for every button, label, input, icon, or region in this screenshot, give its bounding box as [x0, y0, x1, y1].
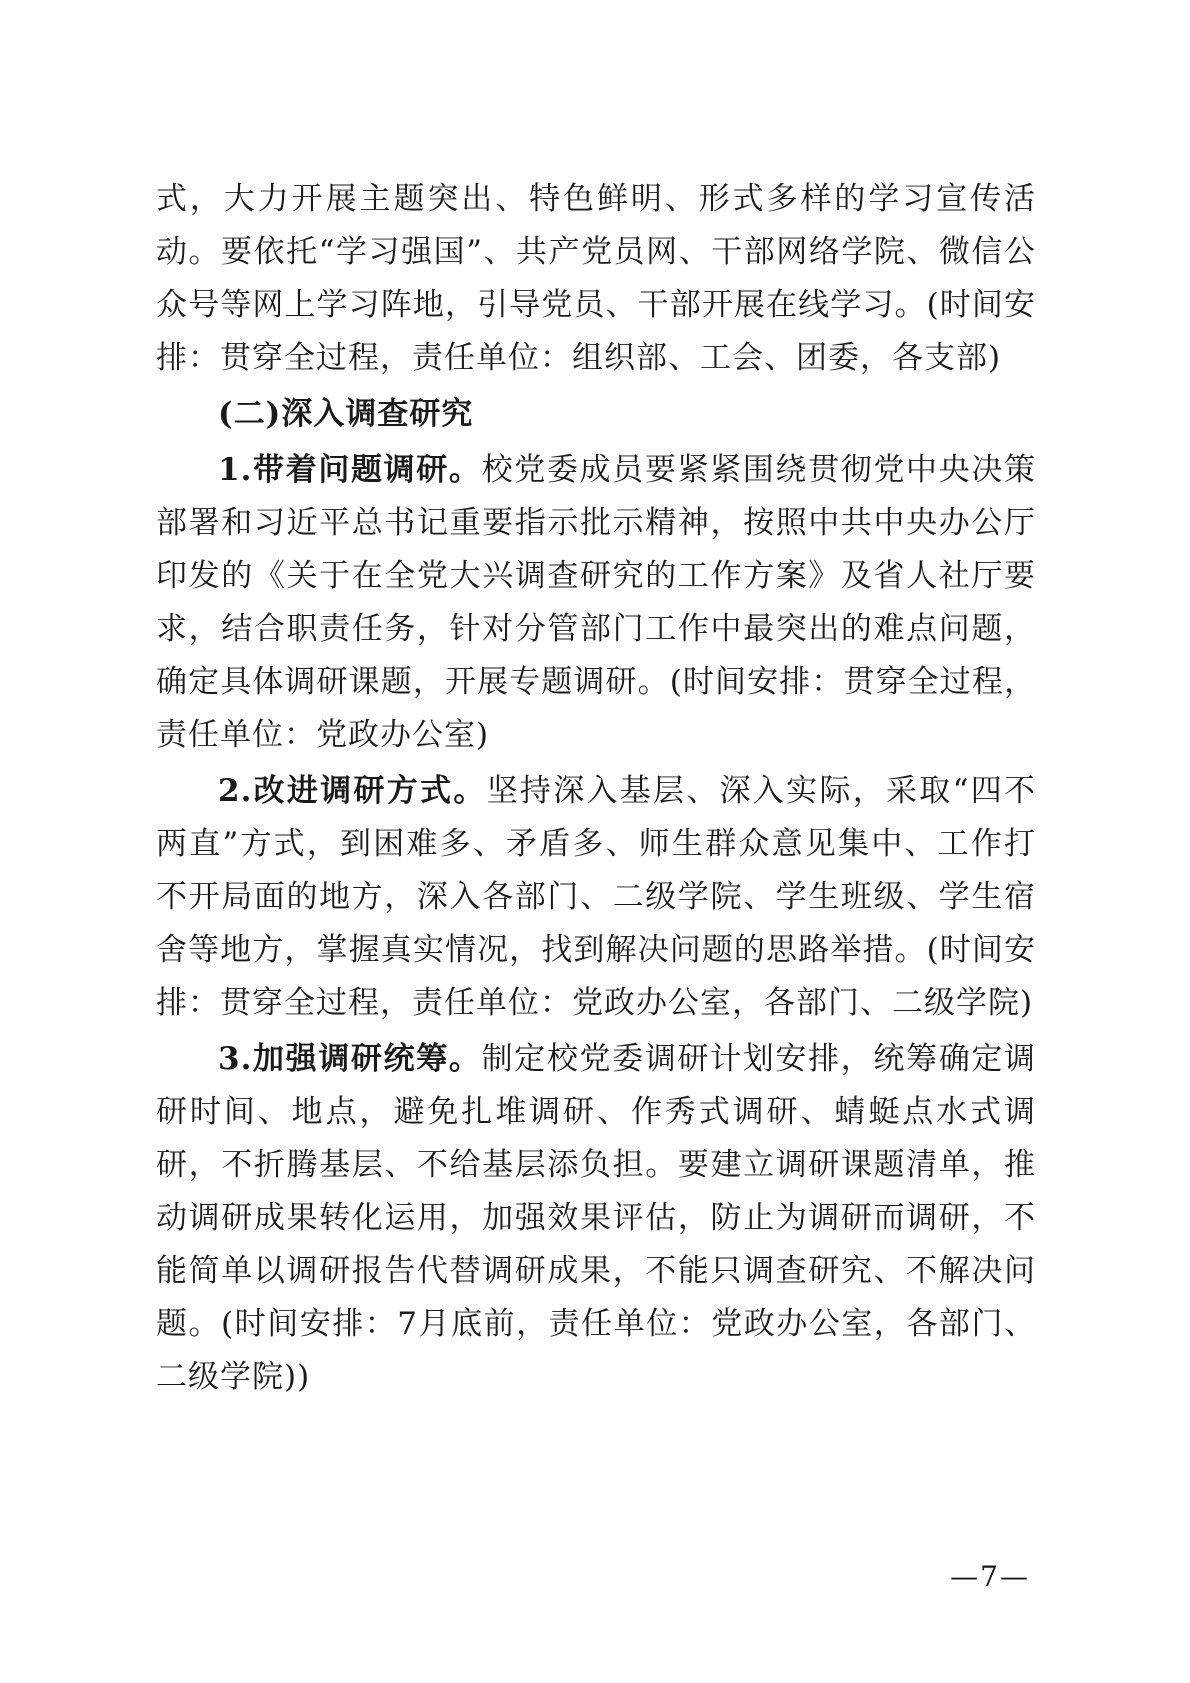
- item-body-3: 制定校党委调研计划安排，统筹确定调研时间、地点，避免扎堆调研、作秀式调研、蜻蜓点水式调研，不折腾基层、不给基层添负担。要建立调研课题清单，推动调研成果转化运用，加强效果评估，防止为调研而调研，不能简单以调研报告代替调研成果，不能只调查研究、不解决问题。(时间安排：7月底前，责任单位：党政办公室，各部门、二级学院)): [156, 1041, 1036, 1395]
- section-heading: (二)深入调查研究: [218, 396, 474, 432]
- page-number: —7—: [950, 1560, 1030, 1593]
- item-paragraph-3: [156, 1033, 1036, 1404]
- item-body-1: 校党委成员要紧紧围绕贯彻党中央决策部署和习近平总书记重要指示批示精神，按照中共中央办公厅印发的《关于在全党大兴调查研究的工作方案》及省人社厅要求，结合职责任务，针对分管部门工作中最突出的难点问题，确定具体调研课题，开展专题调研。(时间安排：贯穿全过程，责任单位：党政办公室): [156, 452, 1036, 753]
- item-paragraph-1: [156, 444, 1036, 762]
- item-lead-3: 3.加强调研统筹。: [218, 1041, 482, 1077]
- document-body: [156, 173, 1036, 1404]
- item-lead-1: 1.带着问题调研。: [218, 452, 482, 488]
- item-paragraph-2: [156, 765, 1036, 1030]
- continuation-paragraph: 式，大力开展主题突出、特色鲜明、形式多样的学习宣传活动。要依托“学习强国”、共产党员网、干部网络学院、微信公众号等网上学习阵地，引导党员、干部开展在线学习。(时间安排：贯穿全过程，责任单位：组织部、工会、团委，各支部): [156, 181, 1036, 376]
- item-body-2: 坚持深入基层、深入实际，采取“四不两直”方式，到困难多、矛盾多、师生群众意见集中、工作打不开局面的地方，深入各部门、二级学院、学生班级、学生宿舍等地方，掌握真实情况，找到解决问题的思路举措。(时间安排：贯穿全过程，责任单位：党政办公室，各部门、二级学院): [156, 773, 1036, 1021]
- item-lead-2: 2.改进调研方式。: [218, 773, 487, 809]
